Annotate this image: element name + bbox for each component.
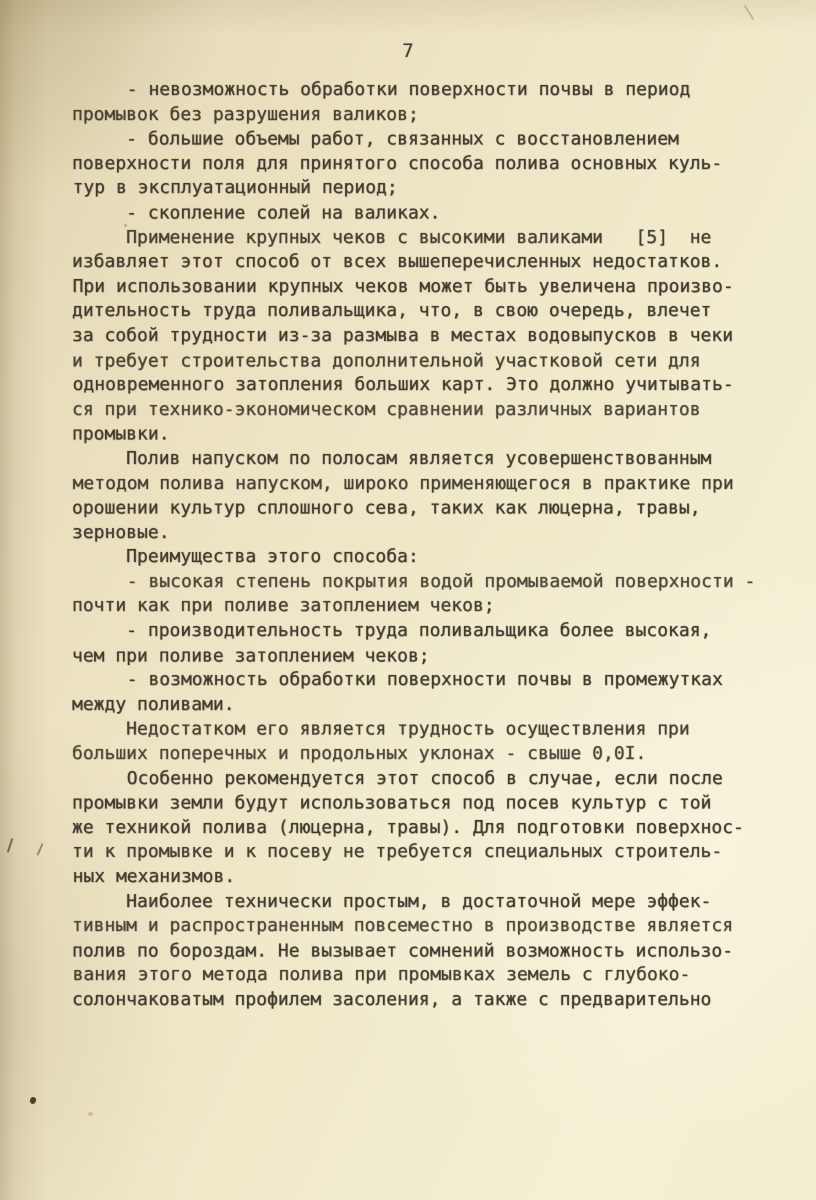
pen-slash-mark [7,838,14,853]
text-line: методом полива напуском, широко применяющегося в практике при [72,472,734,494]
text-line: вания этого метода полива при промывках земель с глубоко- [72,964,691,986]
ink-dot-mark [29,1096,37,1104]
text-line: Наиболее технически простым, в достаточной мере эффек- [72,890,712,912]
text-line: - высокая степень покрытия водой промываемой поверхности - [72,570,756,592]
text-line: одновременного затопления больших карт. Это должно учитывать- [72,374,734,396]
text-line: между поливами. [72,693,235,715]
text-line: чем при поливе затоплением чеков; [72,645,430,667]
text-line: - невозможность обработки поверхности почвы в период [72,79,691,100]
text-line: дительность труда поливальщика, что, в свою очередь, влечет [72,300,712,322]
text-line: ти к промывке и к посеву не требуется специальных строитель- [72,841,723,863]
text-line: солончаковатым профилем засоления, а также с предварительно [72,988,712,1010]
text-line: Особенно рекомендуется этот способ в случае, если после [72,767,723,789]
text-line: больших поперечных и продольных уклонах - свыше 0,0I. [72,743,647,765]
text-line: - большие объемы работ, связанных с восстановлением [72,128,679,150]
text-line: почти как при поливе затоплением чеков; [72,595,495,617]
text-line: же техникой полива (люцерна, травы). Для подготовки поверхнос- [72,816,744,838]
text-line: Преимущества этого способа: [72,546,419,568]
text-line: - скопление солей на валиках. [72,202,441,224]
text-line: поверхности поля для принятого способа полива основных куль- [72,152,723,174]
text-line: за собой трудности из-за размыва в местах водовыпусков в чеки [72,324,734,346]
paper-scratch-mark [744,5,755,20]
page-text [72,78,772,1013]
text-line: избавляет этот способ от всех вышеперечисленных недостатков. [72,251,723,273]
text-line: Недостатком его является трудность осуществления при [72,718,690,740]
text-line: зерновые. [72,521,170,543]
text-line: промывок без разрушения валиков; [72,103,419,125]
text-line: полив по бороздам. Не вызывает сомнений возможность использо- [72,940,734,962]
text-line: тур в эксплуатационный период; [72,177,398,199]
text-line: и требует строительства дополнительной участковой сети для [72,349,701,371]
page-number: 7 [402,40,414,62]
text-line: При использовании крупных чеков может быть увеличена произво- [72,275,734,297]
text-line: ся при технико-экономическом сравнении различных вариантов [72,398,701,420]
text-line: промывки. [72,423,170,445]
text-line: - производительность труда поливальщика более высокая, [72,620,712,642]
text-line: орошении культур сплошного сева, таких как люцерна, травы, [72,497,701,519]
pen-slash-mark [36,843,43,856]
text-line: Полив напуском по полосам является усовершенствованным [72,447,712,469]
text-line: ных механизмов. [72,866,236,887]
paper-speck [88,1112,93,1116]
text-line: Применение крупных чеков с высокими валиками [5] не [72,226,712,248]
text-line: - возможность обработки поверхности почвы в промежутках [72,669,723,691]
text-line: тивным и распространенным повсеместно в производстве является [72,915,734,937]
text-line: промывки земли будут использоваться под посев культур с той [72,792,712,814]
